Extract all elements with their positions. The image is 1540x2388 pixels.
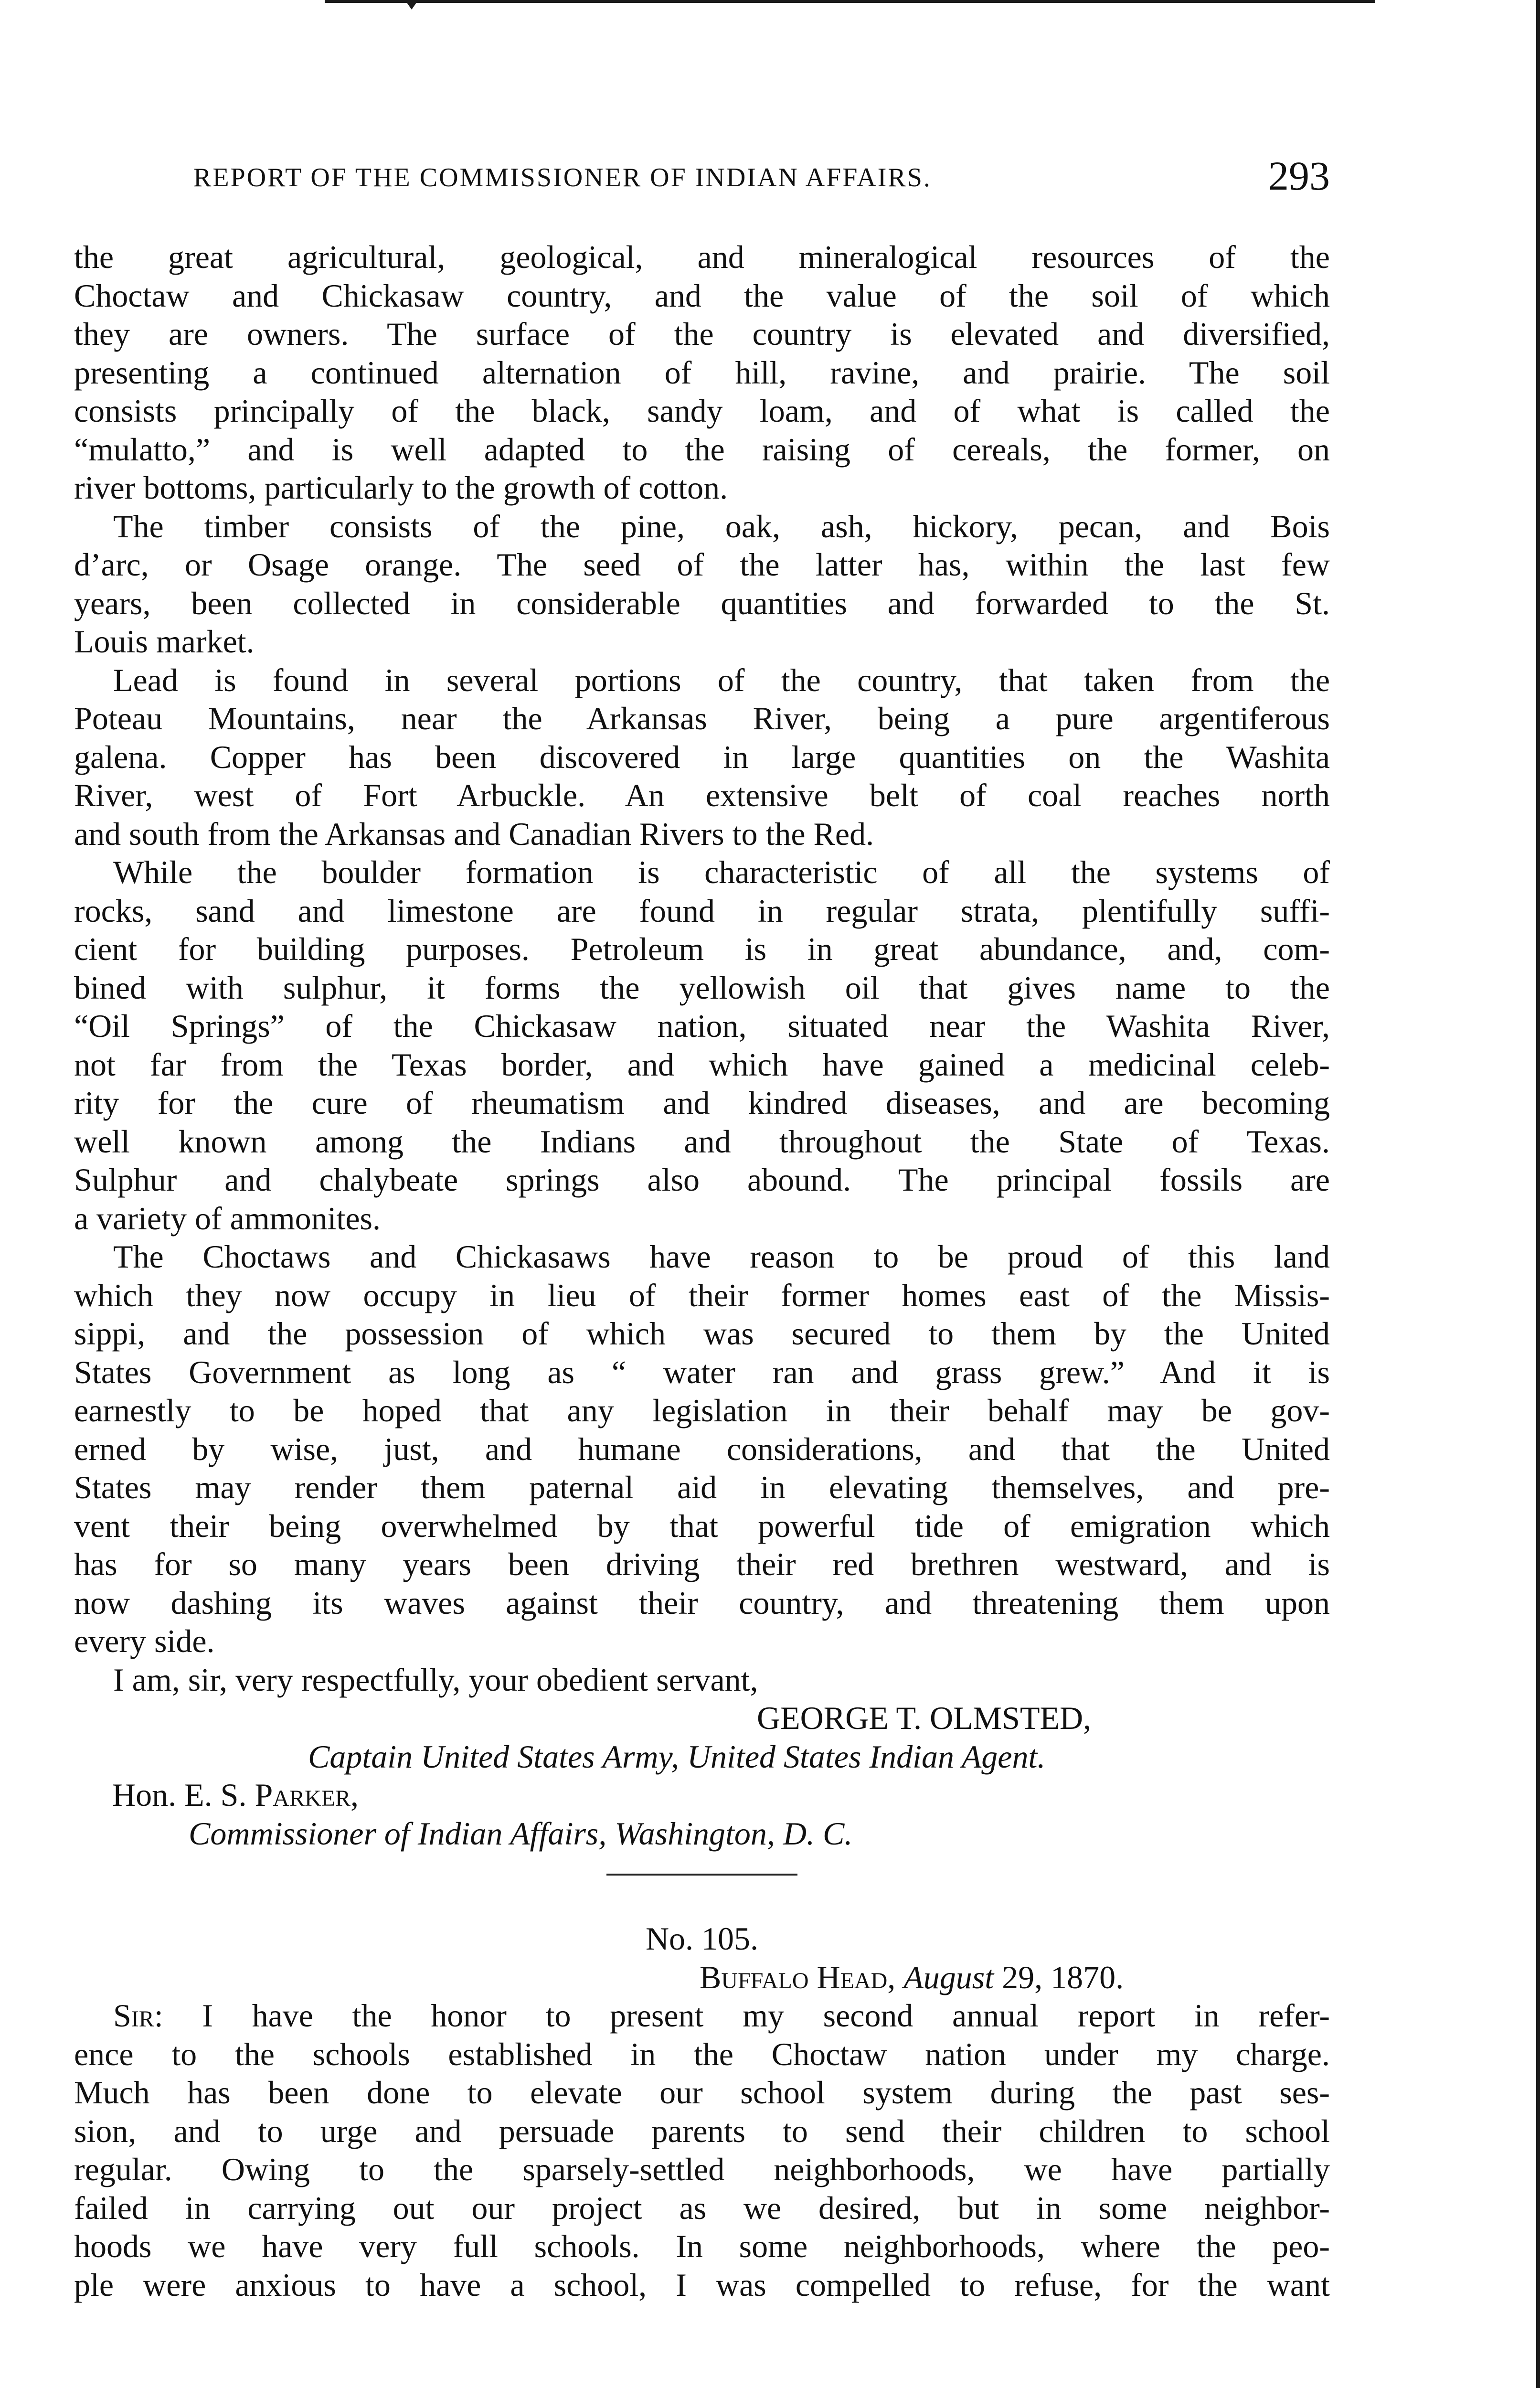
letter-first-line-text: : I have the honor to present my second annual report in refer- (154, 1997, 1330, 2034)
text-line: d’arc, or Osage orange. The seed of the latter has, within the last few (74, 546, 1330, 583)
text-line: River, west of Fort Arbuckle. An extensive belt of coal reaches north (74, 777, 1330, 813)
text-line: hoods we have very full schools. In some neighborhoods, where the peo- (74, 2228, 1330, 2264)
dateline (74, 1958, 1330, 1997)
addressee-prefix: Hon. E. S. (112, 1777, 255, 1813)
text-line: now dashing its waves against their country, and threatening them upon (74, 1584, 1330, 1621)
text-line: Lead is found in several portions of the country, that taken from the (113, 661, 1330, 698)
signature-title: Captain United States Army, United States Indian Agent. (308, 1738, 1046, 1775)
text-line: years, been collected in considerable quantities and forwarded to the St. (74, 585, 1330, 621)
top-tick-mark (405, 0, 418, 10)
text-line: Poteau Mountains, near the Arkansas River, being a pure argentiferous (74, 700, 1330, 736)
text-line: not far from the Texas border, and which have gained a medicinal celeb- (74, 1046, 1330, 1083)
text-line: erned by wise, just, and humane considerations, and that the United (74, 1430, 1330, 1467)
text-line: presenting a continued alternation of hill, ravine, and prairie. The soil (74, 354, 1330, 391)
text-line: States may render them paternal aid in elevating themselves, and pre- (74, 1469, 1330, 1505)
text-line: well known among the Indians and throughout the State of Texas. (74, 1123, 1330, 1160)
addressee-line (74, 1776, 1330, 1814)
text-line: “Oil Springs” of the Chickasaw nation, situated near the Washita River, (74, 1008, 1330, 1044)
dateline-month: August (903, 1959, 994, 1995)
text-line: has for so many years been driving their red brethren westward, and is (74, 1546, 1330, 1582)
text-line: States Government as long as “ water ran and grass grew.” And it is (74, 1354, 1330, 1390)
addressee-name: Parker (255, 1777, 350, 1813)
text-line: consists principally of the black, sandy loam, and of what is called the (74, 393, 1330, 429)
text-line: regular. Owing to the sparsely-settled neighborhoods, we have partially (74, 2151, 1330, 2187)
text-line: earnestly to be hoped that any legislation in their behalf may be gov- (74, 1392, 1330, 1429)
text-line: which they now occupy in lieu of their former homes east of the Missis- (74, 1277, 1330, 1313)
text-line: While the boulder formation is characteristic of all the systems of (113, 854, 1330, 890)
text-line: sippi, and the possession of which was secured to them by the United (74, 1315, 1330, 1352)
text-line: every side. (74, 1623, 215, 1659)
text-line: the great agricultural, geological, and mineralogical resources of the (74, 239, 1330, 275)
text-line: cient for building purposes. Petroleum is in great abundance, and, com- (74, 931, 1330, 967)
text-line: Sulphur and chalybeate springs also abound. The principal fossils are (74, 1162, 1330, 1198)
top-border-mark (325, 0, 1375, 3)
letter-first-line (74, 1996, 1330, 2035)
closing-line: I am, sir, very respectfully, your obedient servant, (113, 1661, 758, 1698)
page-edge (1536, 0, 1540, 2388)
text-line: Louis market. (74, 623, 255, 660)
text-line: bined with sulphur, it forms the yellowish oil that gives name to the (74, 969, 1330, 1006)
text-line: a variety of ammonites. (74, 1200, 381, 1237)
page-number: 293 (1268, 153, 1330, 199)
text-line: ence to the schools established in the Choctaw nation under my charge. (74, 2036, 1330, 2072)
text-line: vent their being overwhelmed by that powerful tide of emigration which (74, 1507, 1330, 1544)
separator-rule (606, 1874, 797, 1876)
text-line: “mulatto,” and is well adapted to the raising of cereals, the former, on (74, 431, 1330, 468)
text-line: Much has been done to elevate our school system during the past ses- (74, 2074, 1330, 2111)
dateline-place: Buffalo Head (700, 1959, 888, 1995)
addressee-title: Commissioner of Indian Affairs, Washington, D. C. (189, 1815, 853, 1852)
running-head-title: REPORT OF THE COMMISSIONER OF INDIAN AFFAIRS. (193, 163, 932, 192)
text-line: The Choctaws and Chickasaws have reason to be proud of this land (113, 1238, 1330, 1275)
text-line: ple were anxious to have a school, I was compelled to refuse, for the want (74, 2266, 1330, 2303)
signature-name: GEORGE T. OLMSTED, (757, 1700, 1092, 1736)
running-header (74, 152, 1330, 204)
text-line: Choctaw and Chickasaw country, and the value of the soil of which (74, 277, 1330, 314)
text-line: rocks, sand and limestone are found in regular strata, plentifully suffi- (74, 892, 1330, 929)
text-line: failed in carrying out our project as we desired, but in some neighbor- (74, 2189, 1330, 2226)
text-line: and south from the Arkansas and Canadian Rivers to the Red. (74, 815, 874, 852)
addressee-suffix: , (350, 1777, 359, 1813)
text-line: sion, and to urge and persuade parents to send their children to school (74, 2112, 1330, 2149)
salutation: Sir (113, 1997, 154, 2034)
dateline-sep: , (887, 1959, 904, 1995)
body-text (74, 238, 1330, 2304)
dateline-rest: 29, 1870. (994, 1959, 1124, 1995)
section-separator (74, 1853, 1330, 1891)
document-number: No. 105. (645, 1920, 759, 1957)
text-line: rity for the cure of rheumatism and kindred diseases, and are becoming (74, 1085, 1330, 1121)
text-line: river bottoms, particularly to the growth of cotton. (74, 469, 728, 506)
text-line: galena. Copper has been discovered in large quantities on the Washita (74, 738, 1330, 775)
text-line: they are owners. The surface of the country is elevated and diversified, (74, 316, 1330, 352)
text-line: The timber consists of the pine, oak, ash, hickory, pecan, and Bois (113, 508, 1330, 544)
